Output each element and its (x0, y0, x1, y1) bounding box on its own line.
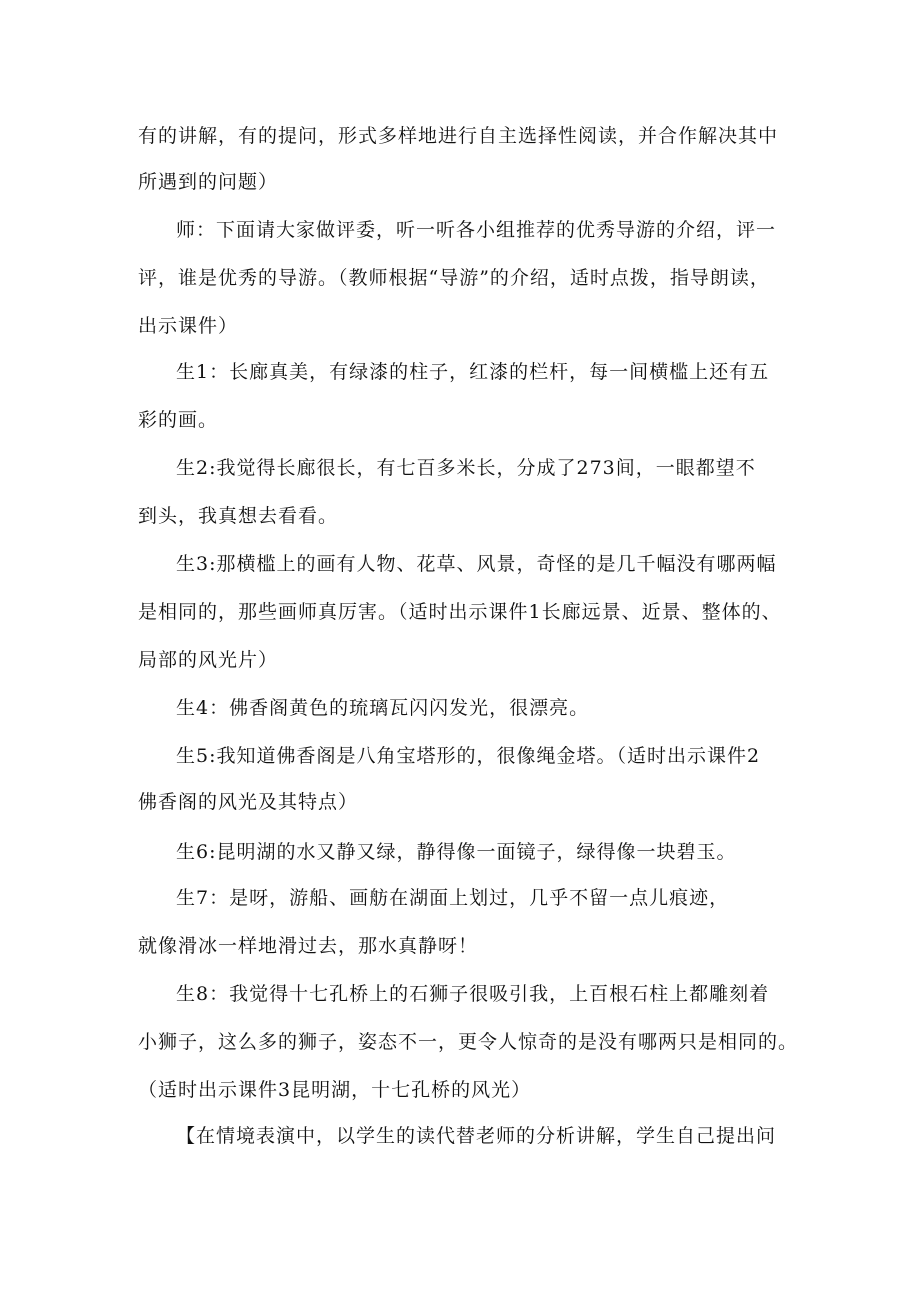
paragraph-1-line-2: 所遇到的问题） (138, 171, 279, 193)
paragraph-2-line-2: 评，谁是优秀的导游。（教师根据“导游”的介绍，适时点拨，指导朗读， (138, 267, 770, 289)
paragraph-3-line-2: 彩的画。 (138, 409, 219, 431)
paragraph-4-line-2: 到头，我真想去看看。 (138, 505, 339, 527)
paragraph-5-line-1: 生3:那横槛上的画有人物、花草、风景，奇怪的是几千幅没有哪两幅 (176, 553, 777, 575)
paragraph-9-line-1: 生7：是呀，游船、画舫在湖面上划过，几乎不留一点儿痕迹， (176, 887, 730, 909)
paragraph-4-line-1: 生2:我觉得长廊很长，有七百多米长，分成了273间，一眼都望不 (176, 457, 756, 479)
paragraph-5-line-3: 局部的风光片） (138, 649, 279, 671)
paragraph-3-line-1: 生1：长廊真美，有绿漆的柱子，红漆的栏杆，每一间横槛上还有五 (176, 361, 770, 383)
paragraph-10-line-1: 生8：我觉得十七孔桥上的石狮子很吸引我，上百根石柱上都雕刻着 (176, 983, 770, 1005)
paragraph-6-line-1: 生4：佛香阁黄色的琉璃瓦闪闪发光，很漂亮。 (176, 697, 590, 719)
paragraph-2-line-3: 出示课件） (138, 315, 239, 337)
paragraph-5-line-2: 是相同的，那些画师真厉害。（适时出示课件1长廊远景、近景、整体的、 (138, 601, 782, 623)
paragraph-7-line-1: 生5:我知道佛香阁是八角宝塔形的，很像绳金塔。（适时出示课件2 (176, 745, 761, 767)
paragraph-7-line-2: 佛香阁的风光及其特点） (138, 791, 359, 813)
paragraph-1-line-1: 有的讲解，有的提问，形式多样地进行自主选择性阅读，并合作解决其中 (138, 125, 779, 147)
paragraph-11-line-1: 【在情境表演中，以学生的读代替老师的分析讲解，学生自己提出问 (176, 1125, 777, 1147)
paragraph-10-line-2: 小狮子，这么多的狮子，姿态不一，更令人惊奇的是没有哪两只是相同的。 (138, 1031, 799, 1053)
paragraph-9-line-2: 就像滑冰一样地滑过去，那水真静呀！ (138, 935, 479, 957)
paragraph-8-line-1: 生6:昆明湖的水又静又绿，静得像一面镜子，绿得像一块碧玉。 (176, 841, 737, 863)
paragraph-2-line-1: 师：下面请大家做评委，听一听各小组推荐的优秀导游的介绍，评一 (176, 219, 777, 241)
paragraph-10-line-3: （适时出示课件3昆明湖，十七孔桥的风光） (138, 1079, 532, 1101)
